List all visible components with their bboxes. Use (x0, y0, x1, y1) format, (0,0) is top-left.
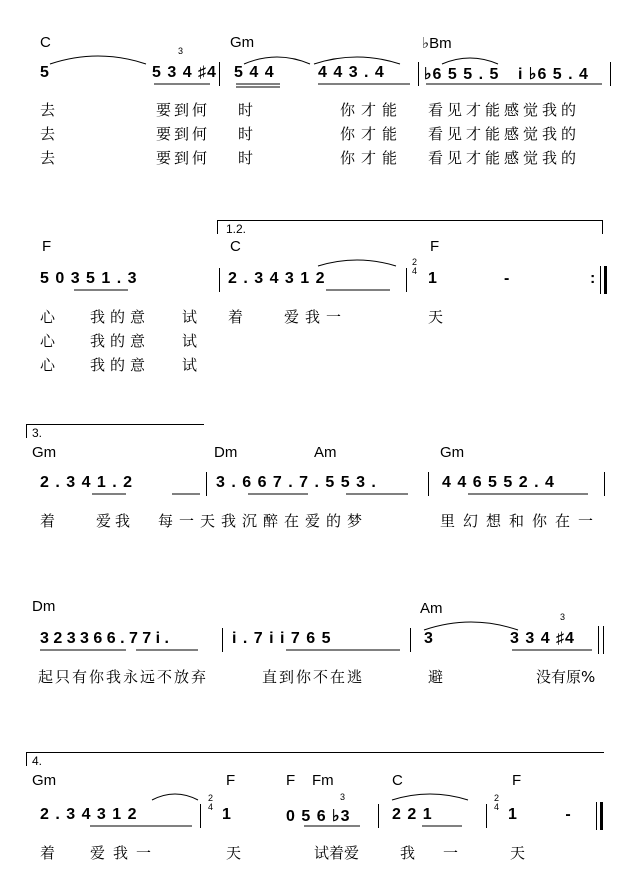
beam-lines (36, 648, 596, 654)
chord-symbol: C (40, 34, 51, 51)
time-signature: 2 4 (494, 793, 500, 812)
note-group: 5 0 3 5 1 . 3 (40, 270, 138, 287)
slur-arc (150, 790, 200, 802)
beam-lines (150, 82, 610, 88)
note-group: i ♭6 5 . 4 (518, 66, 589, 83)
note-group: 3 3 4 ♯4 (510, 630, 575, 647)
chord-symbol: C (392, 772, 403, 789)
triplet-mark: 3 (560, 612, 566, 622)
chord-symbol: Fm (312, 772, 334, 789)
triplet-mark: 3 (178, 46, 184, 56)
note-group: 2 . 3 4 1 . 2 (40, 474, 134, 491)
note-group: 2 2 1 (392, 806, 433, 823)
volta-label: 3. (32, 426, 43, 440)
note-group: 1 (428, 270, 438, 287)
note-group: 4 4 6 5 5 2 . 4 (442, 474, 555, 491)
note-group: 5 4 4 (234, 64, 275, 81)
chord-symbol: F (226, 772, 236, 789)
chord-symbol: Gm (32, 772, 57, 789)
triplet-mark: 3 (340, 792, 346, 802)
slur-arc (390, 790, 470, 802)
note-group: 3 . 6 6 7 . 7 . 5 5 3 . (216, 474, 377, 491)
chord-symbol: F (430, 238, 440, 255)
time-signature: 2 4 (208, 793, 214, 812)
note-group: 3 (424, 630, 434, 647)
repeat-dots: : (590, 270, 597, 287)
note-group: 1 - (508, 806, 593, 823)
beam-lines (88, 492, 608, 498)
note-group: 5 (40, 64, 50, 81)
beam-lines (86, 824, 486, 830)
beam-lines (70, 288, 400, 294)
chord-symbol: F (512, 772, 522, 789)
note-group: 2 . 3 4 3 1 2 (228, 270, 326, 287)
chord-symbol: ♭Bm (422, 35, 452, 52)
chord-symbol: Dm (214, 444, 238, 461)
volta-label: 4. (32, 754, 43, 768)
chord-symbol: Am (420, 600, 443, 617)
note-group: i . 7 i i 7 6 5 (232, 630, 332, 647)
note-group: 2 . 3 4 3 1 2 (40, 806, 138, 823)
note-group: - (504, 270, 511, 287)
volta-label: 1.2. (226, 222, 247, 236)
chord-symbol: F (286, 772, 296, 789)
time-signature: 2 4 (412, 257, 418, 276)
chord-symbol: Gm (440, 444, 465, 461)
note-group: 3 2 3 3 6 6 . 7 7 i . (40, 630, 169, 647)
note-group: 5 3 4 ♯4 (152, 64, 217, 81)
chord-symbol: F (42, 238, 52, 255)
note-group: 1 (222, 806, 232, 823)
chord-symbol: Am (314, 444, 337, 461)
note-group: 4 4 3 . 4 (318, 64, 385, 81)
note-group: 0 5 6 ♭3 (286, 808, 351, 825)
chord-symbol: Dm (32, 598, 56, 615)
tie-arc (422, 618, 520, 632)
note-group: ♭6 5 5 . 5 (424, 66, 500, 83)
chord-symbol: Gm (32, 444, 57, 461)
slur-arc (316, 256, 398, 268)
chord-symbol: C (230, 238, 241, 255)
tie-arc (48, 52, 148, 66)
chord-symbol: Gm (230, 34, 255, 51)
